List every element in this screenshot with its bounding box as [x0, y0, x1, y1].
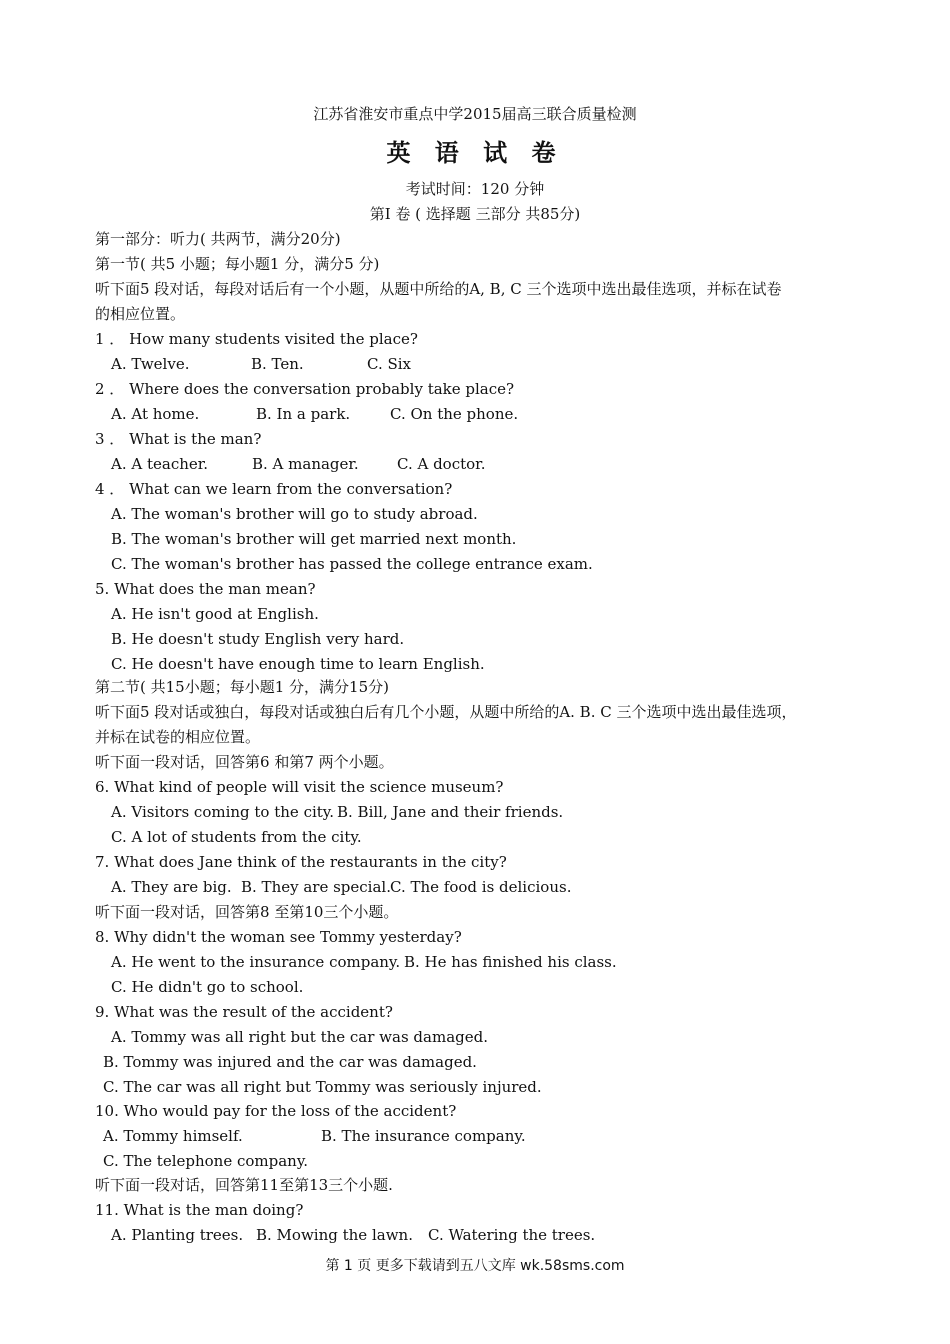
option-c: C. On the phone. — [390, 405, 519, 423]
option-b: B. A manager. — [252, 455, 359, 473]
option-a: A. He went to the insurance company. — [111, 953, 401, 971]
part1-heading: 第一部分：听力( 共两节，满分20分) — [95, 230, 341, 248]
section2-instructions-cont: 并标在试卷的相应位置。 — [95, 728, 261, 746]
option-c: C. Watering the trees. — [428, 1226, 596, 1244]
option-a: A. Tommy himself. — [103, 1127, 243, 1145]
question-4-option-c: C. The woman's brother has passed the college entrance exam. — [111, 555, 593, 573]
option-b: B. Ten. — [251, 355, 304, 373]
question-10-option-c: C. The telephone company. — [103, 1152, 309, 1170]
question-8-option-c: C. He didn't go to school. — [111, 978, 304, 996]
option-a: A. A teacher. — [111, 455, 209, 473]
option-a: A. Planting trees. — [111, 1226, 244, 1244]
option-b: B. In a park. — [256, 405, 351, 423]
group-1-instruction: 听下面一段对话，回答第6 和第7 两个小题。 — [95, 753, 394, 771]
page-title: 英 语 试 卷 — [386, 138, 564, 167]
question-11-options — [111, 1225, 595, 1245]
question-9-stem: 9. What was the result of the accident? — [95, 1003, 393, 1021]
option-b: B. They are special. — [241, 878, 391, 896]
section2-instructions: 听下面5 段对话或独白，每段对话或独白后有几个小题，从题中所给的A. B. C 三个选项中选出最佳选项， — [95, 703, 797, 721]
page-footer: 第 1 页 更多下载请到五八文库 wk.58sms.com — [325, 1258, 625, 1274]
option-c: C. The food is delicious. — [390, 878, 572, 896]
section2-heading: 第二节( 共15小题；每小题1 分，满分15分) — [95, 678, 389, 696]
question-10-stem: 10. Who would pay for the loss of the accident? — [95, 1102, 457, 1120]
question-3-stem: 3 ． What is the man? — [95, 430, 262, 448]
question-1-options — [111, 354, 411, 374]
question-6-options — [111, 802, 563, 822]
option-a: A. Twelve. — [111, 355, 190, 373]
school-line: 江苏省淮安市重点中学2015届高三联合质量检测 — [313, 105, 637, 123]
question-1-stem: 1 ． How many students visited the place? — [95, 330, 418, 348]
option-c: C. A doctor. — [397, 455, 486, 473]
group-3-instruction: 听下面一段对话，回答第11至第13三个小题. — [95, 1176, 393, 1194]
question-4-option-b: B. The woman's brother will get married next month. — [111, 530, 517, 548]
question-6-stem: 6. What kind of people will visit the science museum? — [95, 778, 504, 796]
question-5-option-b: B. He doesn't study English very hard. — [111, 630, 405, 648]
question-4-stem: 4 ． What can we learn from the conversation? — [95, 480, 453, 498]
group-2-instruction: 听下面一段对话，回答第8 至第10三个小题。 — [95, 903, 399, 921]
question-9-option-b: B. Tommy was injured and the car was damaged. — [103, 1053, 477, 1071]
option-a: A. Visitors coming to the city. — [111, 803, 335, 821]
question-10-options — [103, 1126, 526, 1146]
question-5-stem: 5. What does the man mean? — [95, 580, 316, 598]
question-8-options — [111, 952, 617, 972]
option-a: A. At home. — [111, 405, 200, 423]
section1-heading: 第一节( 共5 小题；每小题1 分，满分5 分) — [95, 255, 380, 273]
question-2-options — [111, 404, 518, 424]
question-5-option-a: A. He isn't good at English. — [111, 605, 319, 623]
option-a: A. They are big. — [111, 878, 232, 896]
question-9-option-a: A. Tommy was all right but the car was damaged. — [111, 1028, 488, 1046]
section1-instructions-cont: 的相应位置。 — [95, 305, 186, 323]
question-7-stem: 7. What does Jane think of the restaurants in the city? — [95, 853, 507, 871]
option-b: B. The insurance company. — [321, 1127, 526, 1145]
question-9-option-c: C. The car was all right but Tommy was seriously injured. — [103, 1078, 542, 1096]
option-b: B. Bill, Jane and their friends. — [337, 803, 564, 821]
option-b: B. He has finished his class. — [404, 953, 617, 971]
question-11-stem: 11. What is the man doing? — [95, 1201, 304, 1219]
option-c: C. Six — [367, 355, 412, 373]
option-b: B. Mowing the lawn. — [256, 1226, 413, 1244]
question-3-options — [111, 454, 485, 474]
question-8-stem: 8. Why didn't the woman see Tommy yesterday? — [95, 928, 462, 946]
question-6-option-c: C. A lot of students from the city. — [111, 828, 362, 846]
question-5-option-c: C. He doesn't have enough time to learn English. — [111, 655, 485, 673]
exam-time: 考试时间：120 分钟 — [405, 180, 545, 198]
question-2-stem: 2 ． Where does the conversation probably take place? — [95, 380, 515, 398]
question-4-option-a: A. The woman's brother will go to study abroad. — [111, 505, 478, 523]
question-7-options — [111, 877, 571, 897]
section1-instructions: 听下面5 段对话，每段对话后有一个小题，从题中所给的A, B, C 三个选项中选出最佳选项，并标在试卷 — [95, 280, 782, 298]
volume-heading: 第I 卷 ( 选择题 三部分 共85分) — [369, 205, 581, 223]
